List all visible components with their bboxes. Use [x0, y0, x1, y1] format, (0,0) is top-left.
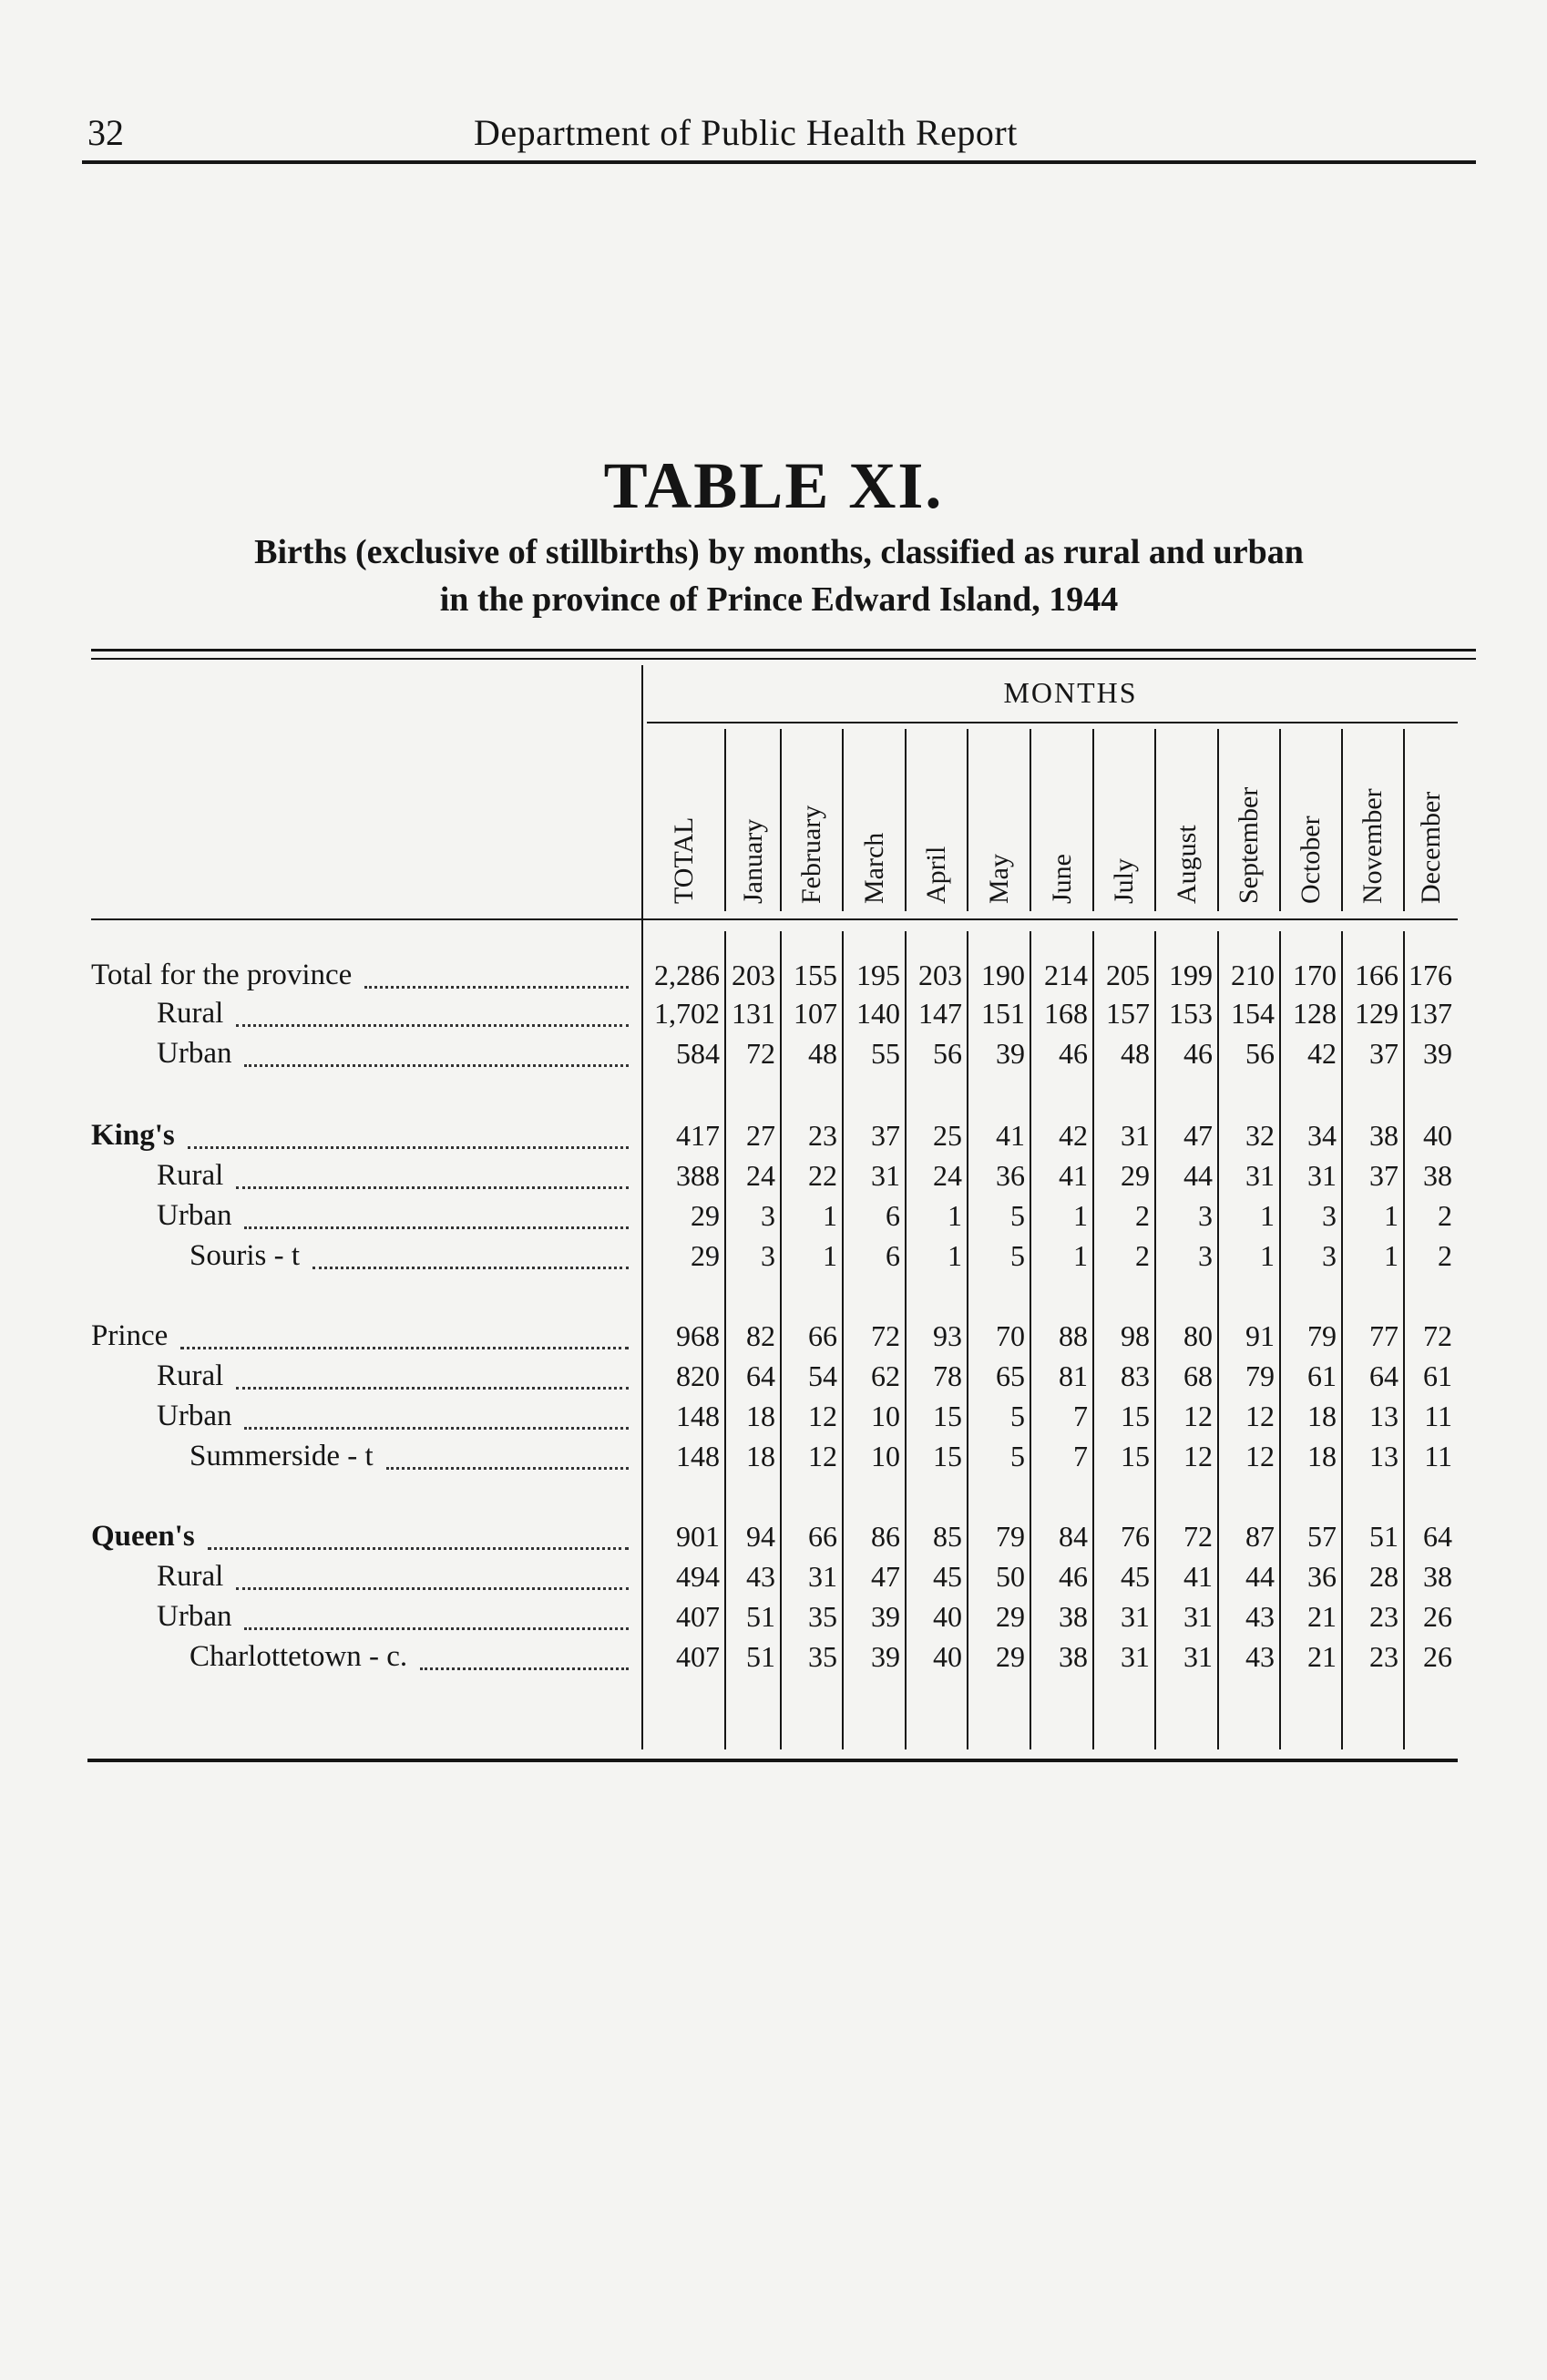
cell-december: 11 — [1424, 1400, 1452, 1432]
cell-may: 5 — [1010, 1400, 1025, 1432]
cell-january: 3 — [761, 1199, 775, 1232]
row-label-text: Urban — [157, 1037, 232, 1070]
column-header-label: April — [921, 846, 951, 904]
cell-june: 214 — [1044, 959, 1088, 991]
column-header-label: July — [1109, 857, 1139, 904]
cell-july: 29 — [1121, 1159, 1150, 1192]
column-rule — [967, 729, 968, 911]
cell-august: 3 — [1198, 1239, 1213, 1272]
table-caption-line-2: in the province of Prince Edward Island, 1944 — [439, 580, 1119, 619]
cell-september: 44 — [1245, 1560, 1275, 1593]
cell-august: 46 — [1183, 1037, 1213, 1070]
cell-total: 968 — [676, 1319, 720, 1352]
cell-july: 157 — [1106, 997, 1150, 1030]
cell-july: 31 — [1121, 1640, 1150, 1673]
row-label — [190, 1239, 300, 1279]
cell-april: 147 — [918, 997, 962, 1030]
cell-september: 1 — [1260, 1239, 1275, 1272]
row-label-text: Rural — [157, 1560, 224, 1593]
dot-leader — [208, 1547, 629, 1550]
cell-october: 18 — [1307, 1400, 1337, 1432]
cell-june: 1 — [1073, 1239, 1088, 1272]
row-label-text: King's — [91, 1119, 175, 1152]
row-label — [157, 1600, 231, 1640]
dot-leader — [244, 1226, 629, 1229]
cell-february: 31 — [808, 1560, 837, 1593]
cell-october: 36 — [1307, 1560, 1337, 1593]
cell-april: 1 — [948, 1239, 962, 1272]
cell-january: 51 — [746, 1640, 775, 1673]
row-label — [157, 1159, 223, 1199]
cell-may: 65 — [996, 1359, 1025, 1392]
column-rule — [1279, 729, 1281, 911]
cell-october: 34 — [1307, 1119, 1337, 1152]
cell-december: 39 — [1423, 1037, 1452, 1070]
column-header-label: May — [983, 854, 1014, 904]
dot-leader — [236, 1587, 629, 1590]
cell-november: 1 — [1384, 1239, 1398, 1272]
row-label — [91, 1119, 175, 1159]
dot-leader — [188, 1146, 629, 1149]
cell-december: 38 — [1423, 1159, 1452, 1192]
cell-march: 31 — [871, 1159, 900, 1192]
cell-september: 79 — [1245, 1359, 1275, 1392]
dot-leader — [386, 1467, 629, 1470]
cell-february: 35 — [808, 1600, 837, 1633]
dot-leader — [236, 1387, 629, 1390]
cell-february: 12 — [808, 1440, 837, 1472]
cell-august: 68 — [1183, 1359, 1213, 1392]
cell-december: 2 — [1438, 1239, 1452, 1272]
cell-july: 83 — [1121, 1359, 1150, 1392]
cell-april: 15 — [933, 1400, 962, 1432]
table-top-rule-inner — [91, 658, 1476, 660]
cell-january: 131 — [732, 997, 775, 1030]
row-label — [157, 1400, 231, 1440]
cell-july: 15 — [1121, 1440, 1150, 1472]
cell-december: 38 — [1423, 1560, 1452, 1593]
cell-november: 13 — [1369, 1400, 1398, 1432]
cell-january: 64 — [746, 1359, 775, 1392]
cell-july: 205 — [1106, 959, 1150, 991]
cell-april: 56 — [933, 1037, 962, 1070]
cell-february: 107 — [794, 997, 837, 1030]
table-top-rule — [91, 649, 1476, 651]
cell-september: 154 — [1231, 997, 1275, 1030]
cell-january: 203 — [732, 959, 775, 991]
cell-may: 190 — [981, 959, 1025, 991]
header-bottom-rule — [91, 918, 1458, 920]
cell-august: 31 — [1183, 1600, 1213, 1633]
cell-april: 1 — [948, 1199, 962, 1232]
dot-leader — [180, 1347, 629, 1349]
cell-may: 29 — [996, 1640, 1025, 1673]
cell-august: 44 — [1183, 1159, 1213, 1192]
column-header-label: June — [1046, 854, 1077, 904]
cell-january: 94 — [746, 1520, 775, 1553]
row-label — [91, 1520, 195, 1560]
cell-july: 76 — [1121, 1520, 1150, 1553]
cell-december: 64 — [1423, 1520, 1452, 1553]
cell-march: 55 — [871, 1037, 900, 1070]
cell-may: 50 — [996, 1560, 1025, 1593]
cell-july: 98 — [1121, 1319, 1150, 1352]
cell-june: 88 — [1059, 1319, 1088, 1352]
cell-february: 66 — [808, 1520, 837, 1553]
column-header-label: August — [1171, 825, 1202, 904]
cell-january: 51 — [746, 1600, 775, 1633]
cell-november: 23 — [1369, 1640, 1398, 1673]
cell-total: 494 — [676, 1560, 720, 1593]
cell-november: 23 — [1369, 1600, 1398, 1633]
cell-may: 39 — [996, 1037, 1025, 1070]
dot-leader — [364, 986, 629, 989]
row-label-text: Urban — [157, 1600, 232, 1633]
cell-june: 7 — [1073, 1400, 1088, 1432]
cell-november: 13 — [1369, 1440, 1398, 1472]
cell-february: 23 — [808, 1119, 837, 1152]
cell-november: 37 — [1369, 1159, 1398, 1192]
cell-march: 47 — [871, 1560, 900, 1593]
cell-february: 48 — [808, 1037, 837, 1070]
page-number: 32 — [87, 112, 124, 153]
cell-total: 407 — [676, 1600, 720, 1633]
months-underline — [647, 722, 1458, 723]
row-label-text: Queen's — [91, 1520, 195, 1553]
dot-leader — [236, 1186, 629, 1189]
cell-july: 15 — [1121, 1400, 1150, 1432]
row-label-text: Urban — [157, 1400, 232, 1432]
row-label — [157, 997, 223, 1037]
cell-august: 12 — [1183, 1400, 1213, 1432]
row-label-text: Summerside - t — [190, 1440, 374, 1472]
row-label — [157, 1560, 223, 1600]
column-rule — [1341, 729, 1343, 911]
cell-july: 31 — [1121, 1600, 1150, 1633]
column-header-label: October — [1296, 816, 1326, 904]
column-header-label: February — [796, 805, 826, 904]
dot-leader — [420, 1667, 629, 1670]
cell-june: 41 — [1059, 1159, 1088, 1192]
column-header-label: November — [1357, 788, 1388, 904]
cell-september: 12 — [1245, 1400, 1275, 1432]
row-label-text: Charlottetown - c. — [190, 1640, 408, 1673]
cell-may: 70 — [996, 1319, 1025, 1352]
dot-leader — [244, 1064, 629, 1067]
cell-april: 203 — [918, 959, 962, 991]
column-header-label: December — [1415, 791, 1446, 904]
column-rule — [842, 729, 844, 911]
column-rule — [1403, 729, 1405, 911]
cell-june: 38 — [1059, 1600, 1088, 1633]
cell-april: 40 — [933, 1640, 962, 1673]
cell-april: 25 — [933, 1119, 962, 1152]
cell-march: 10 — [871, 1440, 900, 1472]
cell-january: 82 — [746, 1319, 775, 1352]
cell-january: 24 — [746, 1159, 775, 1192]
cell-total: 407 — [676, 1640, 720, 1673]
cell-total: 388 — [676, 1159, 720, 1192]
cell-march: 37 — [871, 1119, 900, 1152]
cell-september: 43 — [1245, 1640, 1275, 1673]
cell-may: 36 — [996, 1159, 1025, 1192]
cell-november: 37 — [1369, 1037, 1398, 1070]
cell-october: 128 — [1293, 997, 1337, 1030]
page-header — [82, 108, 1476, 162]
cell-june: 46 — [1059, 1037, 1088, 1070]
row-label — [190, 1640, 407, 1680]
cell-november: 129 — [1355, 997, 1398, 1030]
cell-july: 45 — [1121, 1560, 1150, 1593]
cell-october: 31 — [1307, 1159, 1337, 1192]
cell-october: 18 — [1307, 1440, 1337, 1472]
row-label — [190, 1440, 374, 1480]
cell-august: 3 — [1198, 1199, 1213, 1232]
cell-december: 11 — [1424, 1440, 1452, 1472]
cell-february: 12 — [808, 1400, 837, 1432]
column-rule — [1092, 729, 1094, 911]
cell-november: 77 — [1369, 1319, 1398, 1352]
cell-december: 26 — [1423, 1640, 1452, 1673]
cell-march: 62 — [871, 1359, 900, 1392]
cell-may: 5 — [1010, 1199, 1025, 1232]
cell-october: 3 — [1322, 1199, 1337, 1232]
column-header-label: March — [858, 832, 889, 904]
row-label-text: Rural — [157, 997, 224, 1030]
cell-may: 5 — [1010, 1440, 1025, 1472]
row-label-text: Total for the province — [91, 959, 353, 991]
cell-july: 2 — [1135, 1199, 1150, 1232]
dot-leader — [312, 1267, 629, 1269]
cell-april: 24 — [933, 1159, 962, 1192]
cell-march: 195 — [856, 959, 900, 991]
cell-october: 170 — [1293, 959, 1337, 991]
column-rule — [724, 729, 726, 911]
column-header-label: TOTAL — [668, 816, 699, 904]
column-header-label: January — [737, 818, 768, 904]
cell-may: 151 — [981, 997, 1025, 1030]
cell-may: 41 — [996, 1119, 1025, 1152]
cell-april: 93 — [933, 1319, 962, 1352]
cell-total: 29 — [691, 1239, 720, 1272]
row-label-text: Souris - t — [190, 1239, 301, 1272]
cell-february: 22 — [808, 1159, 837, 1192]
row-label — [157, 1037, 231, 1077]
cell-march: 140 — [856, 997, 900, 1030]
cell-total: 901 — [676, 1520, 720, 1553]
cell-february: 35 — [808, 1640, 837, 1673]
months-label: MONTHS — [1003, 676, 1138, 709]
cell-october: 57 — [1307, 1520, 1337, 1553]
cell-march: 86 — [871, 1520, 900, 1553]
cell-october: 3 — [1322, 1239, 1337, 1272]
column-rule — [780, 729, 782, 911]
cell-november: 28 — [1369, 1560, 1398, 1593]
cell-september: 1 — [1260, 1199, 1275, 1232]
cell-march: 6 — [886, 1239, 900, 1272]
cell-february: 66 — [808, 1319, 837, 1352]
cell-december: 26 — [1423, 1600, 1452, 1633]
column-header-label: September — [1234, 786, 1264, 904]
cell-december: 61 — [1423, 1359, 1452, 1392]
cell-total: 2,286 — [654, 959, 720, 991]
cell-january: 27 — [746, 1119, 775, 1152]
cell-march: 39 — [871, 1600, 900, 1633]
cell-april: 45 — [933, 1560, 962, 1593]
row-label — [157, 1359, 223, 1400]
cell-august: 199 — [1169, 959, 1213, 991]
cell-october: 79 — [1307, 1319, 1337, 1352]
cell-september: 210 — [1231, 959, 1275, 991]
column-rule — [905, 729, 907, 911]
cell-december: 137 — [1409, 997, 1452, 1030]
row-label — [157, 1199, 231, 1239]
column-rule — [1217, 729, 1219, 911]
column-rule — [1154, 729, 1156, 911]
row-label-text: Rural — [157, 1159, 224, 1192]
cell-april: 40 — [933, 1600, 962, 1633]
cell-march: 10 — [871, 1400, 900, 1432]
cell-june: 7 — [1073, 1440, 1088, 1472]
dot-leader — [236, 1024, 629, 1027]
cell-february: 155 — [794, 959, 837, 991]
cell-august: 12 — [1183, 1440, 1213, 1472]
table-bottom-rule — [87, 1759, 1458, 1762]
dot-leader — [244, 1627, 629, 1630]
cell-december: 40 — [1423, 1119, 1452, 1152]
cell-total: 29 — [691, 1199, 720, 1232]
row-label — [91, 1319, 168, 1359]
cell-november: 166 — [1355, 959, 1398, 991]
cell-total: 820 — [676, 1359, 720, 1392]
cell-october: 21 — [1307, 1600, 1337, 1633]
cell-january: 3 — [761, 1239, 775, 1272]
cell-june: 46 — [1059, 1560, 1088, 1593]
cell-august: 72 — [1183, 1520, 1213, 1553]
cell-february: 1 — [823, 1199, 837, 1232]
cell-september: 87 — [1245, 1520, 1275, 1553]
cell-total: 148 — [676, 1400, 720, 1432]
cell-july: 31 — [1121, 1119, 1150, 1152]
cell-june: 38 — [1059, 1640, 1088, 1673]
cell-december: 2 — [1438, 1199, 1452, 1232]
cell-february: 1 — [823, 1239, 837, 1272]
cell-november: 64 — [1369, 1359, 1398, 1392]
cell-november: 38 — [1369, 1119, 1398, 1152]
cell-april: 85 — [933, 1520, 962, 1553]
cell-june: 1 — [1073, 1199, 1088, 1232]
cell-august: 31 — [1183, 1640, 1213, 1673]
cell-october: 42 — [1307, 1037, 1337, 1070]
cell-august: 80 — [1183, 1319, 1213, 1352]
cell-march: 39 — [871, 1640, 900, 1673]
cell-total: 584 — [676, 1037, 720, 1070]
cell-march: 72 — [871, 1319, 900, 1352]
cell-july: 48 — [1121, 1037, 1150, 1070]
row-label-text: Prince — [91, 1319, 169, 1352]
cell-january: 18 — [746, 1440, 775, 1472]
cell-may: 29 — [996, 1600, 1025, 1633]
cell-january: 43 — [746, 1560, 775, 1593]
cell-april: 78 — [933, 1359, 962, 1392]
cell-total: 417 — [676, 1119, 720, 1152]
cell-may: 5 — [1010, 1239, 1025, 1272]
cell-january: 72 — [746, 1037, 775, 1070]
table-title: TABLE XI. — [603, 449, 944, 522]
cell-october: 21 — [1307, 1640, 1337, 1673]
cell-september: 91 — [1245, 1319, 1275, 1352]
column-rule — [1030, 729, 1031, 911]
cell-june: 84 — [1059, 1520, 1088, 1553]
cell-september: 12 — [1245, 1440, 1275, 1472]
cell-june: 168 — [1044, 997, 1088, 1030]
row-label-text: Rural — [157, 1359, 224, 1392]
cell-march: 6 — [886, 1199, 900, 1232]
cell-total: 148 — [676, 1440, 720, 1472]
cell-january: 18 — [746, 1400, 775, 1432]
header-rule — [82, 160, 1476, 164]
cell-september: 43 — [1245, 1600, 1275, 1633]
cell-august: 153 — [1169, 997, 1213, 1030]
cell-december: 176 — [1409, 959, 1452, 991]
dot-leader — [244, 1427, 629, 1430]
table-caption-line-1: Births (exclusive of stillbirths) by months, classified as rural and urban — [254, 533, 1304, 571]
cell-september: 56 — [1245, 1037, 1275, 1070]
cell-may: 79 — [996, 1520, 1025, 1553]
cell-total: 1,702 — [654, 997, 720, 1030]
cell-september: 32 — [1245, 1119, 1275, 1152]
cell-november: 1 — [1384, 1199, 1398, 1232]
cell-august: 41 — [1183, 1560, 1213, 1593]
cell-december: 72 — [1423, 1319, 1452, 1352]
cell-july: 2 — [1135, 1239, 1150, 1272]
cell-october: 61 — [1307, 1359, 1337, 1392]
cell-june: 81 — [1059, 1359, 1088, 1392]
cell-november: 51 — [1369, 1520, 1398, 1553]
row-label — [91, 959, 352, 999]
cell-august: 47 — [1183, 1119, 1213, 1152]
cell-june: 42 — [1059, 1119, 1088, 1152]
cell-february: 54 — [808, 1359, 837, 1392]
row-label-text: Urban — [157, 1199, 232, 1232]
cell-april: 15 — [933, 1440, 962, 1472]
cell-september: 31 — [1245, 1159, 1275, 1192]
running-title: Department of Public Health Report — [474, 112, 1018, 153]
